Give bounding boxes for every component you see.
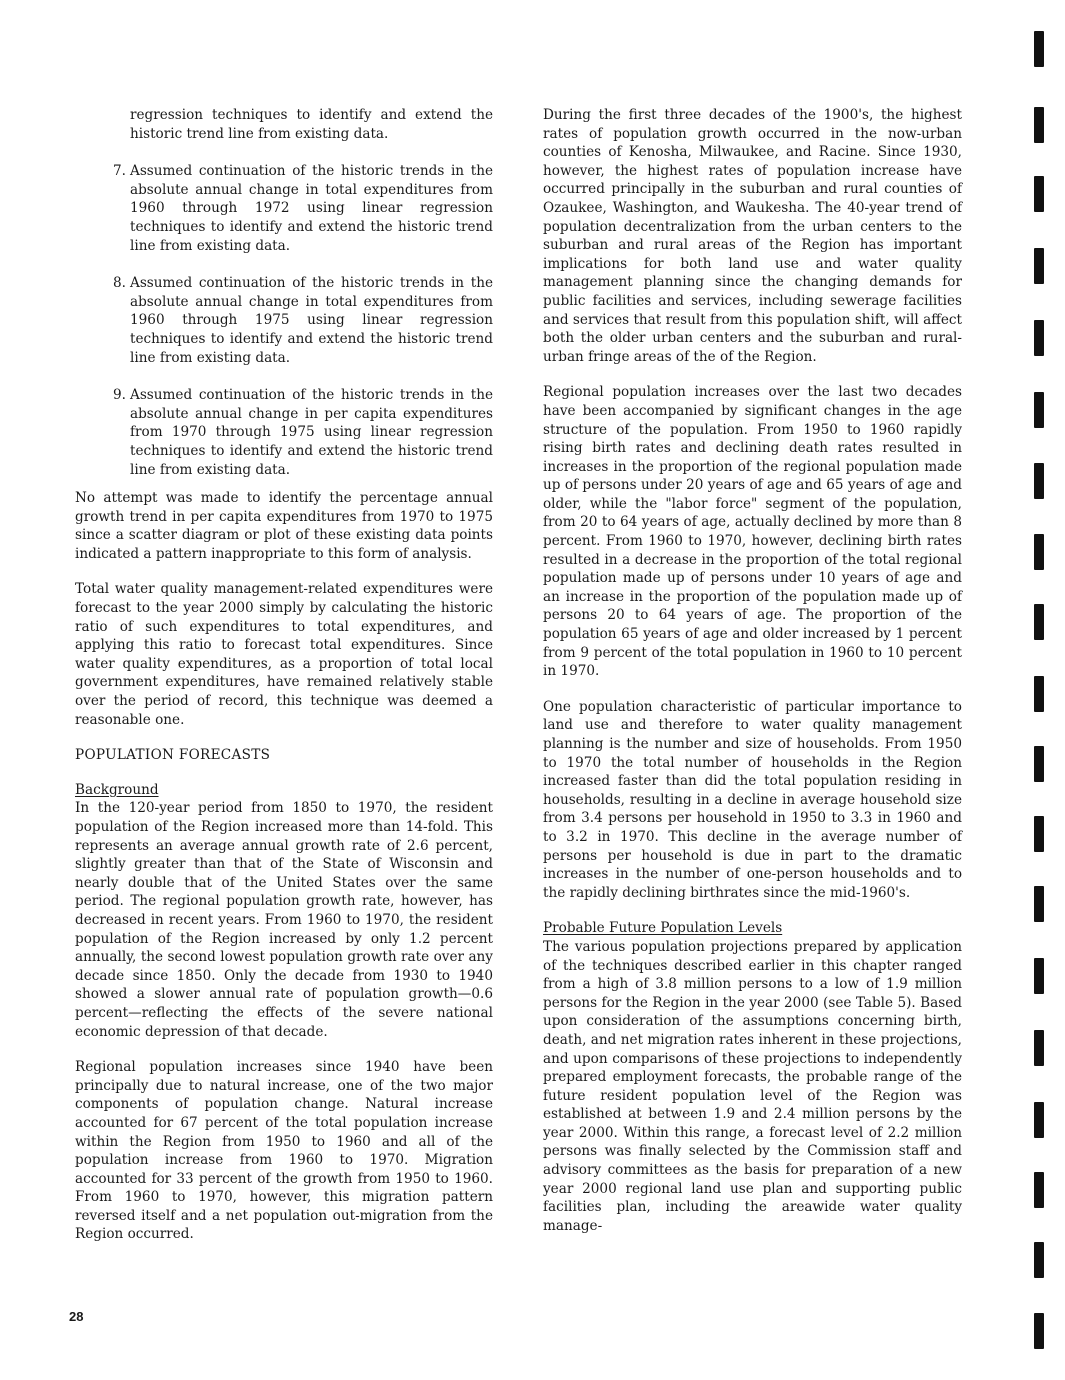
- list-item: [75, 162, 493, 255]
- paragraph-age-structure: Regional population increases over the last two decades have been accompanied by significant changes in the age structure of the population. From 1950 to 1960 rapidly rising birth rates and declining death rates resulted in increases in the proportion of the regional population made up of persons under 20 years of age and 65 years of age and older, while the "labor force" segment of the population, from 20 to 64 years of age, actually declined by more than 8 percent. From 1960 to 1970, however, declining birth rates resulted in a decrease in the proportion of the total regional population made up of persons under 10 years of age and an increase in the proportion of the population made up of persons 20 to 64 years of age. The proportion of the population 65 years of age and older increased by 1 percent from 9 percent of the total population in 1960 to 10 percent in 1970.: [543, 384, 962, 680]
- list-item: [75, 386, 493, 479]
- edge-mark: [1034, 320, 1044, 356]
- paragraph-background: In the 120-year period from 1850 to 1970, the resident population of the Region increased more than 14-fold. This represents an average annual growth rate of 2.6 percent, slightly greater than that of the State of Wisconsin and nearly double that of the United States over the same period. The regional population growth rate, however, has decreased in recent years. From 1960 to 1970, the resident population of the Region increased by only 1.2 percent annually, the second lowest population growth rate over any decade since 1850. Only the decade from 1930 to 1940 showed a slower annual rate of population growth—0.6 percent—reflecting the effects of the severe national economic depression of that decade.: [75, 800, 493, 1040]
- edge-mark: [1034, 886, 1044, 922]
- paragraph-first-three-decades: During the first three decades of the 1900's, the highest rates of population growth occurred in the now-urban counties of Kenosha, Milwaukee, and Racine. Since 1930, however, the highest rates of population increase have occurred principally in the suburban and rural counties of Ozaukee, Washington, and Waukesha. The 40-year trend of population decentralization from the urban centers to the suburban and rural areas of the Region has important implications for both land use and water quality management planning since the changing demands for public facilities and services, including sewerage facilities and services that result from this population shift, will affect both the older urban centers and the suburban and rural-urban fringe areas of the of the Region.: [543, 107, 962, 365]
- list-item: [75, 274, 493, 367]
- future-population-block: [543, 919, 962, 1235]
- list-item-text: Assumed continuation of the historic trends in the absolute annual change in total expenditures from 1960 through 1975 using linear regression techniques to identify and extend the historic trend line from existing data.: [130, 275, 493, 366]
- list-item-number: 8.: [113, 275, 126, 292]
- list-item-text: Assumed continuation of the historic trends in the absolute annual change in total expenditures from 1960 through 1972 using linear regression techniques to identify and extend the historic trend line from existing data.: [130, 163, 493, 254]
- edge-mark: [1034, 107, 1044, 143]
- paragraph-since-1940: Regional population increases since 1940 have been principally due to natural increase, one of the two major components of population change. Natural increase accounted for 67 percent of the total population increase within the Region from 1950 to 1960 and all of the population increase from 1960 to 1970. Migration accounted for 33 percent of the growth from 1950 to 1960. From 1960 to 1970, however, this migration pattern reversed itself and a net population out-migration from the Region occurred.: [75, 1059, 493, 1243]
- subheading-background: Background: [75, 781, 159, 798]
- edge-mark: [1034, 392, 1044, 428]
- subheading-probable-future-population: Probable Future Population Levels: [543, 920, 783, 937]
- edge-mark: [1034, 463, 1044, 499]
- edge-mark: [1034, 1242, 1044, 1278]
- right-column: [543, 106, 962, 1235]
- item-6-continuation: regression techniques to identify and extend the historic trend line from existing data.: [130, 107, 493, 142]
- left-column: [75, 106, 493, 1261]
- edge-mark: [1034, 1030, 1044, 1066]
- paragraph-total-water-expenditures: Total water quality management-related expenditures were forecast to the year 2000 simply by calculating the historic ratio of such expenditures to total expenditures, and applying this ratio to forecast total expenditures. Since water quality expenditures, as a proportion of total local government expenditures, have remained relatively stable over the period of record, this technique was deemed a reasonable one.: [75, 581, 493, 728]
- page-number: 28: [69, 1309, 84, 1324]
- edge-mark: [1034, 1102, 1044, 1138]
- list-item-text: Assumed continuation of the historic trends in the absolute annual change in per capita expenditures from 1970 through 1975 using linear regression techniques to identify and extend the historic trend line from existing data.: [130, 387, 493, 478]
- edge-mark: [1034, 1313, 1044, 1349]
- edge-mark: [1034, 248, 1044, 284]
- edge-mark: [1034, 176, 1044, 212]
- section-heading-population-forecasts: POPULATION FORECASTS: [75, 747, 271, 764]
- edge-mark: [1034, 31, 1044, 67]
- edge-mark: [1034, 534, 1044, 570]
- edge-mark: [1034, 746, 1044, 782]
- paragraph-households: One population characteristic of particular importance to land use and therefore to water quality management planning is the number and size of households. From 1950 to 1970 the total number of households in the Region increased faster than did the total population residing in households, resulting in a decline in average household size from 3.4 persons per household in 1950 to 3.3 in 1960 and to 3.2 in 1970. This decline in the average number of persons per household is due in part to the dramatic increases in the number of one-person households and to the rapidly declining birthrates since the mid-1960's.: [543, 698, 962, 901]
- background-block: [75, 781, 493, 1041]
- edge-mark: [1034, 604, 1044, 640]
- edge-mark: [1034, 676, 1044, 712]
- paragraph-future-population: The various population projections prepared by application of the techniques described earlier in this chapter ranged from a high of 3.8 million persons to a low of 1.9 million persons for the Region in the year 2000 (see Table 5). Based upon consideration of the assumptions concerning birth, death, and net migration rates inherent in these projections, and upon comparisons of these projections to independently prepared employment forecasts, the probable range of the future resident population level of the Region was established at between 1.9 and 2.4 million persons by the year 2000. Within this range, a forecast level of 2.2 million persons was finally selected by the Commission staff and advisory committees as the basis for preparation of a new year 2000 regional land use plan and supporting public facilities plan, including the areawide water quality manage-: [543, 938, 962, 1234]
- paragraph-no-attempt: No attempt was made to identify the percentage annual growth trend in per capita expenditures from 1970 to 1975 since a scatter diagram or plot of these existing data points indicated a pattern inappropriate to this form of analysis.: [75, 490, 493, 562]
- edge-mark: [1034, 816, 1044, 852]
- list-item-number: 7.: [113, 163, 126, 180]
- list-item-number: 9.: [113, 387, 126, 404]
- edge-mark: [1034, 958, 1044, 994]
- edge-mark: [1034, 1172, 1044, 1208]
